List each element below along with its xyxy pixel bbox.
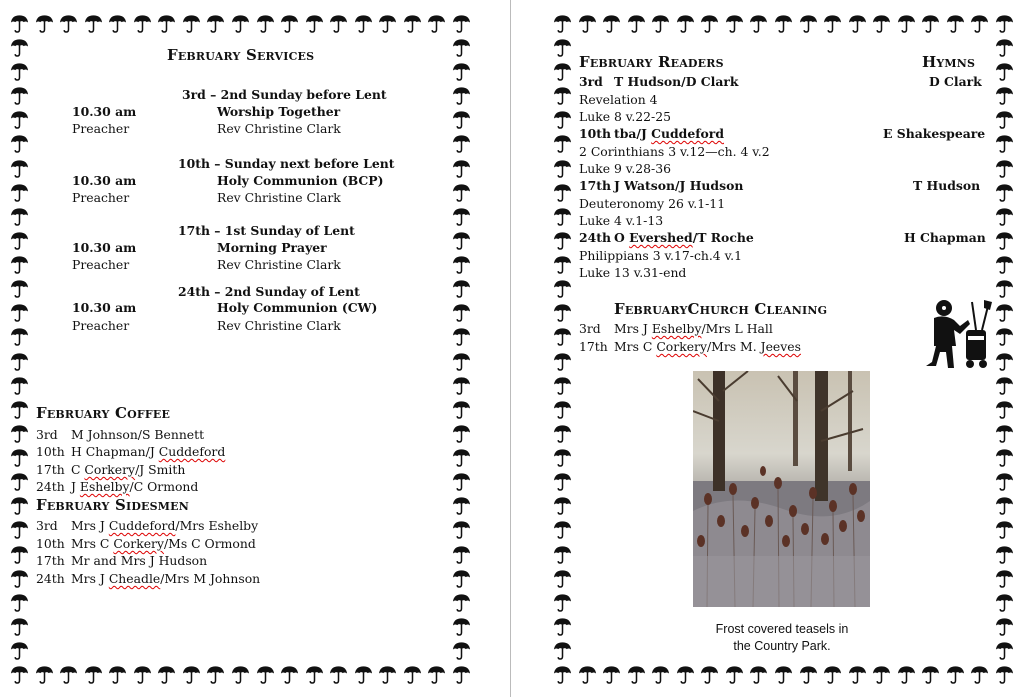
umbrella-icon <box>452 255 471 274</box>
umbrella-icon <box>553 279 572 298</box>
umbrella-icon <box>10 569 29 588</box>
umbrella-icon <box>946 665 965 684</box>
umbrella-icon <box>553 183 572 202</box>
umbrella-icon <box>553 496 572 515</box>
umbrella-icon <box>553 303 572 322</box>
umbrella-icon <box>627 14 646 33</box>
umbrella-icon <box>553 159 572 178</box>
reader-date: 24th <box>579 230 611 245</box>
umbrella-icon <box>995 279 1014 298</box>
umbrella-icon <box>452 376 471 395</box>
service-role: Preacher <box>72 318 130 333</box>
umbrella-icon <box>305 665 324 684</box>
umbrella-icon <box>452 62 471 81</box>
umbrella-icon <box>452 617 471 636</box>
umbrella-icon <box>84 665 103 684</box>
umbrella-icon <box>452 207 471 226</box>
caption-line: Frost covered teasels in <box>715 622 849 636</box>
umbrella-icon <box>921 665 940 684</box>
service-name: Holy Communion (CW) <box>217 300 378 315</box>
umbrella-icon <box>133 665 152 684</box>
umbrella-icon <box>10 327 29 346</box>
umbrella-icon <box>10 303 29 322</box>
umbrella-icon <box>452 472 471 491</box>
umbrella-icon <box>452 496 471 515</box>
umbrella-icon <box>280 14 299 33</box>
umbrella-icon <box>799 665 818 684</box>
service-heading: 3rd – 2nd Sunday before Lent <box>182 87 387 102</box>
umbrella-icon <box>10 641 29 660</box>
umbrella-icon <box>10 496 29 515</box>
readers-title: February Readers <box>579 53 724 71</box>
umbrella-icon <box>725 14 744 33</box>
umbrella-icon <box>10 352 29 371</box>
service-preacher: Rev Christine Clark <box>217 318 341 333</box>
service-time: 10.30 am <box>72 173 137 188</box>
umbrella-icon <box>452 545 471 564</box>
umbrella-icon <box>452 14 471 33</box>
umbrella-icon <box>553 255 572 274</box>
umbrella-icon <box>10 376 29 395</box>
umbrella-icon <box>452 86 471 105</box>
umbrella-icon <box>725 665 744 684</box>
umbrella-icon <box>995 255 1014 274</box>
coffee-names: M Johnson/S Bennett <box>71 427 205 442</box>
sidesmen-date: 17th <box>36 553 65 568</box>
umbrella-icon <box>206 665 225 684</box>
umbrella-icon <box>452 352 471 371</box>
umbrella-icon <box>10 159 29 178</box>
service-role: Preacher <box>72 257 130 272</box>
umbrella-icon <box>452 159 471 178</box>
umbrella-icon <box>995 134 1014 153</box>
umbrella-icon <box>553 231 572 250</box>
umbrella-icon <box>578 14 597 33</box>
umbrella-icon <box>995 545 1014 564</box>
umbrella-icon <box>700 14 719 33</box>
umbrella-icon <box>553 448 572 467</box>
umbrella-icon <box>553 376 572 395</box>
umbrella-icon <box>10 110 29 129</box>
umbrella-icon <box>651 14 670 33</box>
umbrella-icon <box>10 207 29 226</box>
umbrella-icon <box>995 569 1014 588</box>
umbrella-icon <box>10 545 29 564</box>
service-heading: 10th – Sunday next before Lent <box>178 156 395 171</box>
umbrella-icon <box>995 400 1014 419</box>
umbrella-icon <box>553 593 572 612</box>
umbrella-icon <box>995 352 1014 371</box>
umbrella-icon <box>553 665 572 684</box>
coffee-title: February Coffee <box>36 404 171 422</box>
umbrella-icon <box>354 665 373 684</box>
umbrella-icon <box>553 545 572 564</box>
umbrella-icon <box>10 520 29 539</box>
umbrella-icon <box>10 38 29 57</box>
reading: Luke 4 v.1-13 <box>579 213 664 228</box>
umbrella-icon <box>553 38 572 57</box>
reader-names: tba/J Cuddeford <box>614 126 724 141</box>
umbrella-icon <box>651 665 670 684</box>
umbrella-icon <box>897 14 916 33</box>
reader-names: T Hudson/D Clark <box>614 74 739 89</box>
umbrella-icon <box>553 641 572 660</box>
service-name: Morning Prayer <box>217 240 327 255</box>
coffee-names: J Eshelby/C Ormond <box>71 479 199 494</box>
umbrella-icon <box>553 617 572 636</box>
umbrella-icon <box>10 183 29 202</box>
umbrella-icon <box>10 231 29 250</box>
umbrella-icon <box>256 14 275 33</box>
reading: Luke 9 v.28-36 <box>579 161 671 176</box>
reader-date: 10th <box>579 126 611 141</box>
umbrella-icon <box>10 665 29 684</box>
umbrella-icon <box>995 14 1014 33</box>
umbrella-icon <box>10 134 29 153</box>
umbrella-icon <box>10 14 29 33</box>
reading: Revelation 4 <box>579 92 658 107</box>
umbrella-icon <box>553 207 572 226</box>
umbrella-icon <box>995 448 1014 467</box>
umbrella-icon <box>452 134 471 153</box>
umbrella-icon <box>799 14 818 33</box>
umbrella-icon <box>452 569 471 588</box>
photo-caption <box>682 621 882 655</box>
umbrella-icon <box>995 207 1014 226</box>
caption-line: the Country Park. <box>733 639 831 653</box>
umbrella-icon <box>10 255 29 274</box>
service-preacher: Rev Christine Clark <box>217 121 341 136</box>
umbrella-icon <box>848 665 867 684</box>
umbrella-icon <box>823 665 842 684</box>
umbrella-icon <box>946 14 965 33</box>
sidesmen-names: Mr and Mrs J Hudson <box>71 553 208 568</box>
umbrella-icon <box>403 14 422 33</box>
umbrella-icon <box>553 86 572 105</box>
umbrella-icon <box>452 183 471 202</box>
umbrella-icon <box>553 110 572 129</box>
umbrella-icon <box>749 14 768 33</box>
umbrella-icon <box>452 593 471 612</box>
service-time: 10.30 am <box>72 300 137 315</box>
cleaning-names: Mrs C Corkery/Mrs M. Jeeves <box>614 339 801 354</box>
service-role: Preacher <box>72 190 130 205</box>
umbrella-icon <box>10 400 29 419</box>
umbrella-icon <box>553 327 572 346</box>
umbrella-icon <box>995 424 1014 443</box>
cleaning-date: 17th <box>579 339 608 354</box>
service-role: Preacher <box>72 121 130 136</box>
umbrella-icon <box>157 14 176 33</box>
umbrella-icon <box>995 303 1014 322</box>
service-preacher: Rev Christine Clark <box>217 257 341 272</box>
umbrella-icon <box>823 14 842 33</box>
umbrella-icon <box>553 424 572 443</box>
umbrella-icon <box>378 14 397 33</box>
umbrella-icon <box>35 665 54 684</box>
umbrella-icon <box>10 86 29 105</box>
hymns-name: D Clark <box>929 74 982 89</box>
coffee-date: 17th <box>36 462 65 477</box>
umbrella-icon <box>749 665 768 684</box>
umbrella-icon <box>378 665 397 684</box>
service-time: 10.30 am <box>72 240 137 255</box>
umbrella-icon <box>403 665 422 684</box>
umbrella-icon <box>452 231 471 250</box>
umbrella-icon <box>848 14 867 33</box>
umbrella-icon <box>452 303 471 322</box>
umbrella-icon <box>84 14 103 33</box>
umbrella-icon <box>108 665 127 684</box>
cleaning-title: FebruaryChurch Cleaning <box>614 300 828 318</box>
hymns-title: Hymns <box>922 53 976 71</box>
umbrella-icon <box>995 159 1014 178</box>
umbrella-icon <box>995 496 1014 515</box>
umbrella-icon <box>578 665 597 684</box>
reading: Luke 8 v.22-25 <box>579 109 671 124</box>
cleaning-date: 3rd <box>579 321 601 336</box>
umbrella-icon <box>995 520 1014 539</box>
sidesmen-title: February Sidesmen <box>36 496 190 514</box>
umbrella-icon <box>10 279 29 298</box>
umbrella-icon <box>553 569 572 588</box>
umbrella-icon <box>553 14 572 33</box>
umbrella-icon <box>329 14 348 33</box>
umbrella-icon <box>995 86 1014 105</box>
umbrella-icon <box>553 352 572 371</box>
umbrella-icon <box>970 14 989 33</box>
umbrella-icon <box>995 183 1014 202</box>
coffee-date: 24th <box>36 479 65 494</box>
umbrella-icon <box>921 14 940 33</box>
umbrella-icon <box>553 472 572 491</box>
reader-names: J Watson/J Hudson <box>614 178 744 193</box>
coffee-names: H Chapman/J Cuddeford <box>71 444 226 459</box>
umbrella-icon <box>452 641 471 660</box>
umbrella-icon <box>354 14 373 33</box>
sidesmen-date: 24th <box>36 571 65 586</box>
hymns-name: E Shakespeare <box>883 126 986 141</box>
umbrella-icon <box>182 14 201 33</box>
sidesmen-names: Mrs J Cheadle/Mrs M Johnson <box>71 571 261 586</box>
umbrella-icon <box>700 665 719 684</box>
teasels-photo <box>693 371 870 607</box>
reading: Philippians 3 v.17-ch.4 v.1 <box>579 248 742 263</box>
umbrella-icon <box>427 14 446 33</box>
umbrella-icon <box>452 327 471 346</box>
service-heading: 17th – 1st Sunday of Lent <box>178 223 355 238</box>
umbrella-icon <box>10 448 29 467</box>
umbrella-icon <box>995 593 1014 612</box>
umbrella-icon <box>10 472 29 491</box>
service-heading: 24th – 2nd Sunday of Lent <box>178 284 360 299</box>
umbrella-icon <box>231 665 250 684</box>
umbrella-icon <box>553 134 572 153</box>
umbrella-icon <box>970 665 989 684</box>
umbrella-icon <box>206 14 225 33</box>
umbrella-icon <box>676 14 695 33</box>
umbrella-icon <box>10 62 29 81</box>
umbrella-icon <box>995 376 1014 395</box>
umbrella-icon <box>10 593 29 612</box>
umbrella-icon <box>452 520 471 539</box>
umbrella-icon <box>553 520 572 539</box>
reading: Luke 13 v.31-end <box>579 265 687 280</box>
sidesmen-date: 3rd <box>36 518 58 533</box>
service-preacher: Rev Christine Clark <box>217 190 341 205</box>
umbrella-icon <box>553 400 572 419</box>
umbrella-icon <box>305 14 324 33</box>
umbrella-icon <box>108 14 127 33</box>
cleaning-names: Mrs J Eshelby/Mrs L Hall <box>614 321 773 336</box>
umbrella-icon <box>452 110 471 129</box>
umbrella-icon <box>995 665 1014 684</box>
reader-date: 17th <box>579 178 611 193</box>
umbrella-icon <box>427 665 446 684</box>
sidesmen-date: 10th <box>36 536 65 551</box>
umbrella-icon <box>602 14 621 33</box>
umbrella-icon <box>452 400 471 419</box>
reading: 2 Corinthians 3 v.12—ch. 4 v.2 <box>579 144 770 159</box>
service-name: Worship Together <box>217 104 341 119</box>
umbrella-icon <box>452 448 471 467</box>
umbrella-icon <box>995 110 1014 129</box>
umbrella-icon <box>59 665 78 684</box>
coffee-names: C Corkery/J Smith <box>71 462 186 477</box>
umbrella-icon <box>256 665 275 684</box>
umbrella-icon <box>452 279 471 298</box>
hymns-name: H Chapman <box>904 230 986 245</box>
umbrella-icon <box>329 665 348 684</box>
hymns-name: T Hudson <box>913 178 981 193</box>
services-title: February Services <box>167 46 315 64</box>
umbrella-icon <box>280 665 299 684</box>
umbrella-icon <box>602 665 621 684</box>
umbrella-icon <box>157 665 176 684</box>
umbrella-icon <box>627 665 646 684</box>
umbrella-icon <box>59 14 78 33</box>
umbrella-icon <box>182 665 201 684</box>
umbrella-icon <box>452 424 471 443</box>
umbrella-icon <box>995 472 1014 491</box>
umbrella-icon <box>995 38 1014 57</box>
umbrella-icon <box>676 665 695 684</box>
service-time: 10.30 am <box>72 104 137 119</box>
umbrella-icon <box>995 617 1014 636</box>
umbrella-icon <box>872 14 891 33</box>
reader-names: O Evershed/T Roche <box>614 230 754 245</box>
umbrella-icon <box>35 14 54 33</box>
umbrella-icon <box>553 62 572 81</box>
umbrella-icon <box>774 14 793 33</box>
umbrella-icon <box>231 14 250 33</box>
sidesmen-names: Mrs J Cuddeford/Mrs Eshelby <box>71 518 259 533</box>
umbrella-icon <box>995 231 1014 250</box>
umbrella-icon <box>774 665 793 684</box>
umbrella-icon <box>995 327 1014 346</box>
sidesmen-names: Mrs C Corkery/Ms C Ormond <box>71 536 256 551</box>
umbrella-icon <box>995 641 1014 660</box>
umbrella-icon <box>872 665 891 684</box>
reader-date: 3rd <box>579 74 603 89</box>
umbrella-icon <box>452 38 471 57</box>
umbrella-icon <box>10 424 29 443</box>
service-name: Holy Communion (BCP) <box>217 173 384 188</box>
coffee-date: 10th <box>36 444 65 459</box>
umbrella-icon <box>10 617 29 636</box>
page-gutter <box>510 0 511 697</box>
umbrella-icon <box>452 665 471 684</box>
umbrella-icon <box>133 14 152 33</box>
cleaner-icon <box>922 296 994 370</box>
umbrella-icon <box>995 62 1014 81</box>
reading: Deuteronomy 26 v.1-11 <box>579 196 726 211</box>
umbrella-icon <box>897 665 916 684</box>
coffee-date: 3rd <box>36 427 58 442</box>
